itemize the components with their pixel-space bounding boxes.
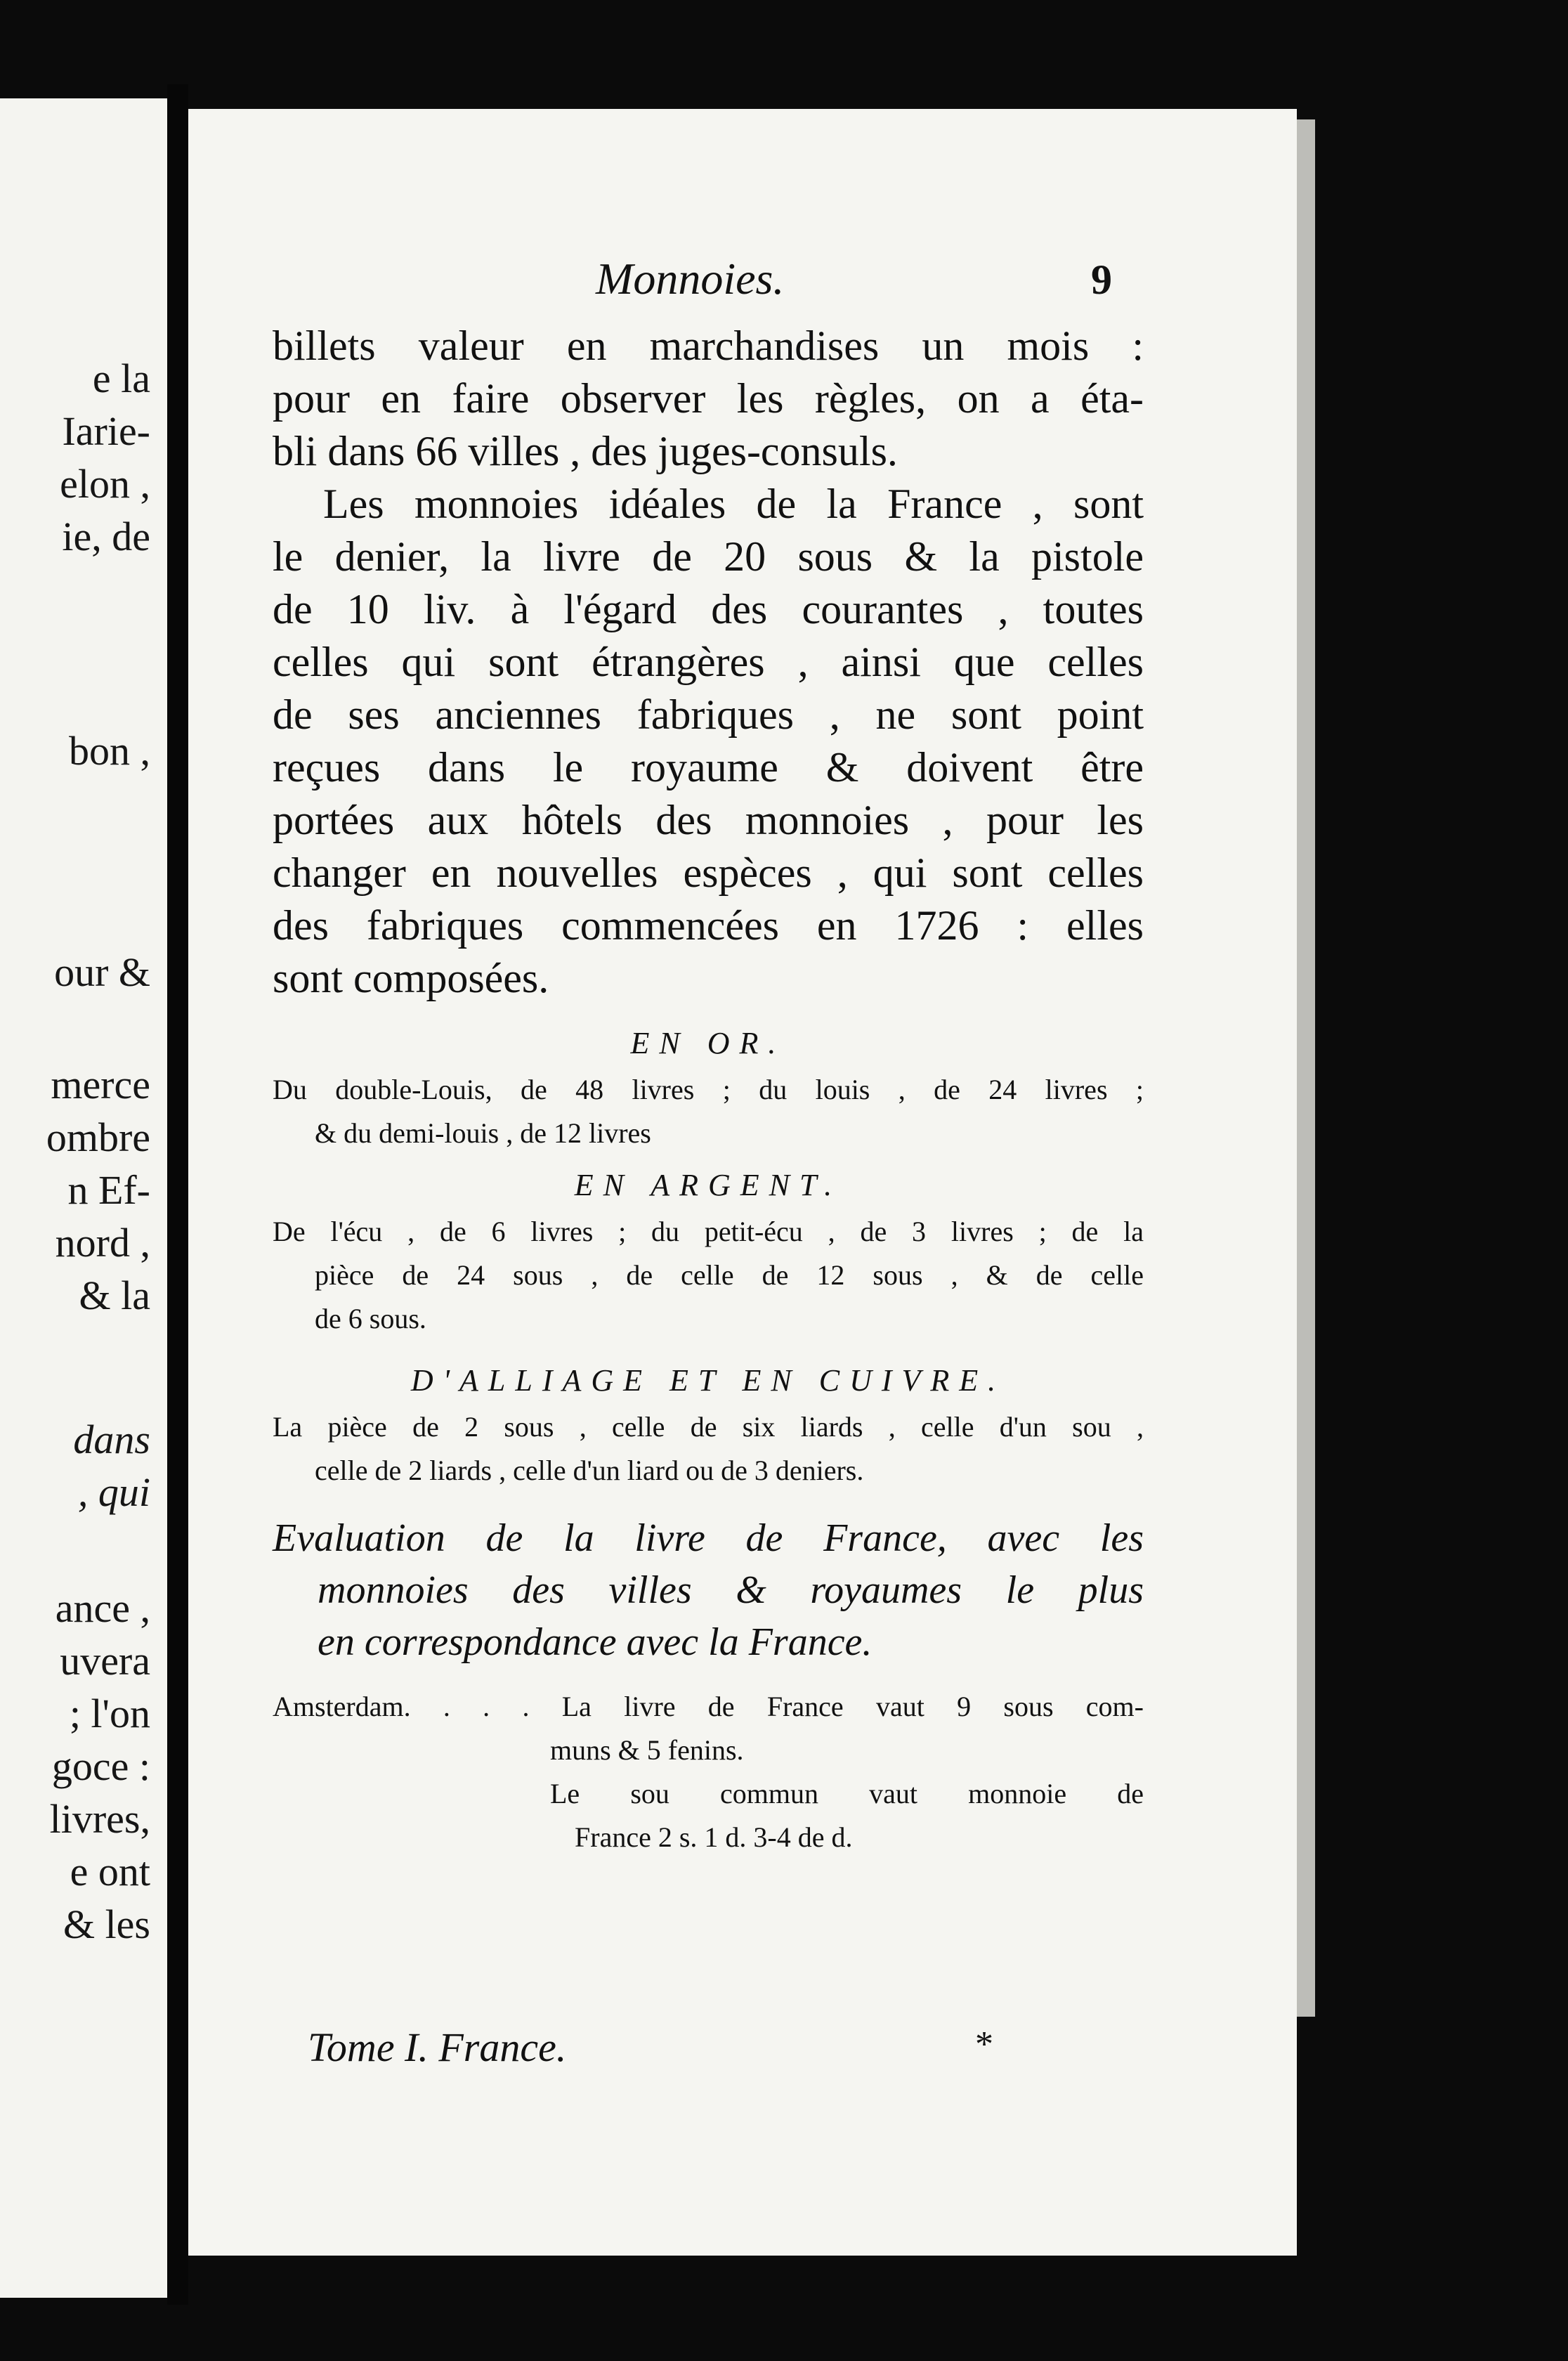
page-title: Monnoies. — [596, 254, 785, 304]
margin-fragment: e la — [92, 356, 150, 401]
text-line: pour en faire observer les règles, on a éta- — [273, 375, 1144, 422]
section-line: Du double-Louis, de 48 livres ; du louis , de 24 livres ; — [273, 1074, 1144, 1105]
text-line: portées aux hôtels des monnoies , pour les — [273, 797, 1144, 843]
evaluation-line: Evaluation de la livre de France, avec les — [273, 1516, 1144, 1560]
margin-fragment: our & — [54, 949, 150, 995]
entry-line: muns & 5 fenins. — [550, 1734, 744, 1766]
margin-fragment: bon , — [69, 728, 150, 774]
facing-page — [0, 98, 167, 2298]
section-line: celle de 2 liards , celle d'un liard ou de 3 deniers. — [315, 1455, 864, 1486]
book-gutter — [167, 84, 188, 2305]
volume-signature: Tome I. France. — [308, 2024, 567, 2070]
page-number: 9 — [1091, 256, 1112, 303]
entry-line: Le sou commun vaut monnoie de — [550, 1778, 1144, 1809]
text-line: le denier, la livre de 20 sous & la pistole — [273, 533, 1144, 580]
paragraph — [273, 478, 1144, 1005]
asterisk-mark: * — [975, 2024, 993, 2064]
text-line: celles qui sont étrangères , ainsi que celles — [273, 639, 1144, 685]
section-heading-cuivre: D'ALLIAGE ET EN CUIVRE. — [410, 1363, 1006, 1398]
evaluation-line: en correspondance avec la France. — [318, 1620, 873, 1664]
margin-fragment: dans — [73, 1417, 150, 1462]
text-line: de ses anciennes fabriques , ne sont point — [273, 691, 1144, 738]
evaluation-line: monnoies des villes & royaumes le plus — [318, 1568, 1144, 1612]
paragraph — [273, 320, 1144, 478]
entry-line: France 2 s. 1 d. 3-4 de d. — [575, 1821, 853, 1853]
section-heading-or: EN OR. — [630, 1026, 786, 1060]
page — [188, 109, 1297, 2256]
text-line: sont composées. — [273, 955, 549, 1001]
margin-fragment: merce — [51, 1062, 150, 1107]
margin-fragment: Iarie- — [62, 408, 150, 454]
margin-fragment: , qui — [77, 1469, 150, 1515]
margin-fragment: ; l'on — [69, 1691, 150, 1736]
section-line: De l'écu , de 6 livres ; du petit-écu , de 3 livres ; de la — [273, 1216, 1144, 1247]
section-line: de 6 sous. — [315, 1303, 426, 1334]
page-edge — [1297, 119, 1315, 2017]
page-body — [273, 320, 1144, 1859]
margin-fragment: ombre — [46, 1114, 150, 1160]
margin-fragment: livres, — [49, 1796, 150, 1842]
entry-line: Amsterdam. . . . La livre de France vaut 9 sous com- — [273, 1691, 1144, 1722]
signature-line — [308, 2024, 1137, 2080]
section-heading-argent: EN ARGENT. — [574, 1168, 842, 1202]
text-line: bli dans 66 villes , des juges-consuls. — [273, 428, 898, 474]
text-line: des fabriques commencées en 1726 : elles — [273, 902, 1144, 949]
margin-fragment: & la — [79, 1273, 150, 1318]
section-line: pièce de 24 sous , de celle de 12 sous , & de celle — [315, 1259, 1144, 1291]
margin-fragment: e ont — [70, 1849, 150, 1894]
text-line: de 10 liv. à l'égard des courantes , toutes — [273, 586, 1144, 632]
margin-fragment: ie, de — [62, 514, 150, 559]
margin-fragment: ance , — [55, 1585, 150, 1631]
text-line: reçues dans le royaume & doivent être — [273, 744, 1144, 791]
margin-fragment: & les — [63, 1901, 150, 1947]
margin-fragment: uvera — [60, 1638, 150, 1684]
amsterdam-entry — [273, 1685, 1144, 1859]
margin-fragment: elon , — [60, 461, 150, 507]
section-line: La pièce de 2 sous , celle de six liards , celle d'un sou , — [273, 1411, 1144, 1443]
text-line: Les monnoies idéales de la France , sont — [323, 481, 1144, 527]
evaluation-heading — [273, 1512, 1144, 1668]
running-header — [188, 253, 1297, 309]
margin-fragment: nord , — [55, 1220, 150, 1266]
text-line: billets valeur en marchandises un mois : — [273, 323, 1144, 369]
text-line: changer en nouvelles espèces , qui sont celles — [273, 850, 1144, 896]
margin-fragment: n Ef- — [67, 1167, 150, 1213]
margin-fragment: goce : — [51, 1743, 150, 1789]
section-line: & du demi-louis , de 12 livres — [315, 1117, 651, 1149]
